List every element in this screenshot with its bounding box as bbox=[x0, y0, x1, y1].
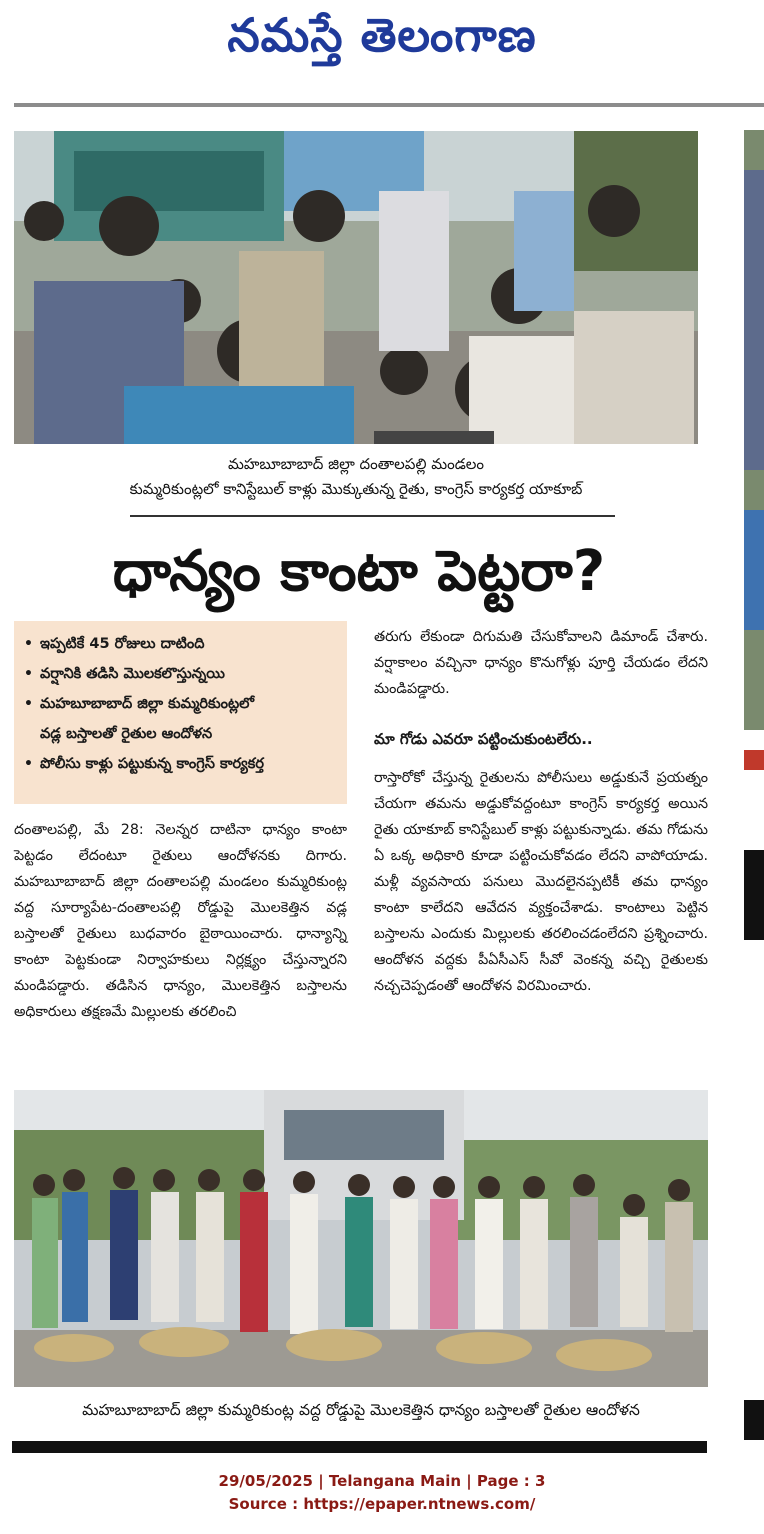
masthead-divider bbox=[14, 103, 764, 107]
bottom-photo-caption: మహబూబాబాద్ జిల్లా కుమ్మరికుంట్ల వద్ద రోడ్డుపై మొలకెత్తిన ధాన్యం బస్తాలతో రైతుల ఆందోళన bbox=[82, 1401, 640, 1419]
footer-source-link[interactable]: Source : https://epaper.ntnews.com/ bbox=[228, 1495, 536, 1513]
bottom-border-bar bbox=[12, 1441, 707, 1453]
bullet-icon: • bbox=[24, 636, 33, 652]
highlight-item bbox=[24, 689, 339, 719]
bullet-icon: • bbox=[24, 756, 33, 772]
caption-line: కుమ్మరికుంట్లలో కానిస్టేబుల్ కాళ్లు మొక్కుతున్న రైతు, కాంగ్రెస్ కార్యకర్త యాకూబ్ bbox=[129, 480, 583, 498]
newspaper-logo: నమస్తే తెలంగాణ bbox=[227, 8, 537, 62]
article-body-right-bottom bbox=[374, 765, 708, 999]
highlight-text: వర్షానికి తడిసి మొలకలొస్తున్నయి bbox=[40, 666, 225, 682]
highlight-item bbox=[24, 629, 339, 659]
highlight-continuation: వడ్ల బస్తాలతో రైతుల ఆందోళన bbox=[40, 726, 213, 742]
article-body-left bbox=[14, 817, 347, 1025]
headline: ధాన్యం కాంటా పెట్టరా? bbox=[112, 539, 606, 604]
highlight-text: పోలీసు కాళ్లు పట్టుకున్న కాంగ్రెస్ కార్యకర్త bbox=[40, 756, 264, 772]
article-paragraph: తరుగు లేకుండా దిగుమతి చేసుకోవాలని డిమాండ్ చేశారు. వర్షాకాలం వచ్చినా ధాన్యం కొనుగోళ్లు పూర్తి చేయడం లేదని మండిపడ్డారు. bbox=[374, 629, 708, 697]
highlights-box bbox=[14, 621, 347, 804]
article-paragraph: దంతాలపల్లి, మే 28: నెలన్నర దాటినా ధాన్యం కాంటా పెట్టడం లేదంటూ రైతులు ఆందోళనకు దిగారు. మహబూబాబాద్ జిల్లా దంతాలపల్లి మండలం కుమ్మరికుంట్ల వద్ద సూర్యాపేట-దంతాలపల్లి రోడ్డుపై మొలకెత్తిన వడ్ల బస్తాలతో రైతులు బుధవారం బైఠాయించారు. ధాన్యాన్ని కాంటా పెట్టకుండా నిర్వాహకులు నిర్లక్ష్యం చేస్తున్నారని మండిపడ్డారు. తడిసిన ధాన్యం, మొలకెత్తిన బస్తాలను అధికారులు తక్షణమే మిల్లులకు తరలించి bbox=[14, 822, 347, 1020]
top-photo-caption bbox=[14, 452, 698, 502]
bullet-icon: • bbox=[24, 666, 33, 682]
masthead bbox=[0, 0, 764, 110]
highlight-item bbox=[24, 659, 339, 689]
article-paragraph: రాస్తారోకో చేస్తున్న రైతులను పోలీసులు అడ్డుకునే ప్రయత్నం చేయగా తమను అడ్డుకోవద్దంటూ కాంగ్రెస్ కార్యకర్త అయిన రైతు యాకూబ్ కానిస్టేబుల్ కాళ్లు పట్టుకున్నాడు. తమ గోడును ఏ ఒక్క అధికారి కూడా పట్టించుకోవడం లేదని వాపోయాడు. మళ్లీ వ్యవసాయ పనులు మొదలైనప్పటికీ తమ ధాన్యం కాంటా కాలేదని ఆవేదన వ్యక్తంచేశాడు. కాంటాలు పెట్టిన బస్తాలను ఎందుకు మిల్లులకు తరలించడంలేదని ప్రశ్నించారు. ఆందోళన వద్దకు పీఏసీఎస్ సీవో వెంకన్న వచ్చి రైతులకు నచ్చచెప్పడంతో ఆందోళన విరమించారు. bbox=[374, 770, 708, 994]
highlight-text: ఇప్పటికే 45 రోజులు దాటింది bbox=[40, 636, 205, 652]
highlight-text: మహబూబాబాద్ జిల్లా కుమ్మరికుంట్లలో bbox=[40, 696, 255, 712]
caption-divider bbox=[130, 515, 615, 517]
bottom-news-photo bbox=[14, 1090, 708, 1387]
caption-line: మహబూబాబాద్ జిల్లా దంతాలపల్లి మండలం bbox=[227, 455, 485, 473]
highlight-item bbox=[24, 749, 339, 779]
footer-date-line: 29/05/2025 | Telangana Main | Page : 3 bbox=[218, 1472, 546, 1490]
top-news-photo bbox=[14, 131, 698, 444]
adjacent-article-strip bbox=[744, 130, 764, 1440]
bullet-icon: • bbox=[24, 696, 33, 712]
article-body-right-top bbox=[374, 624, 708, 702]
article-subhead: మా గోడు ఎవరూ పట్టించుకుంటలేరు.. bbox=[374, 730, 593, 748]
